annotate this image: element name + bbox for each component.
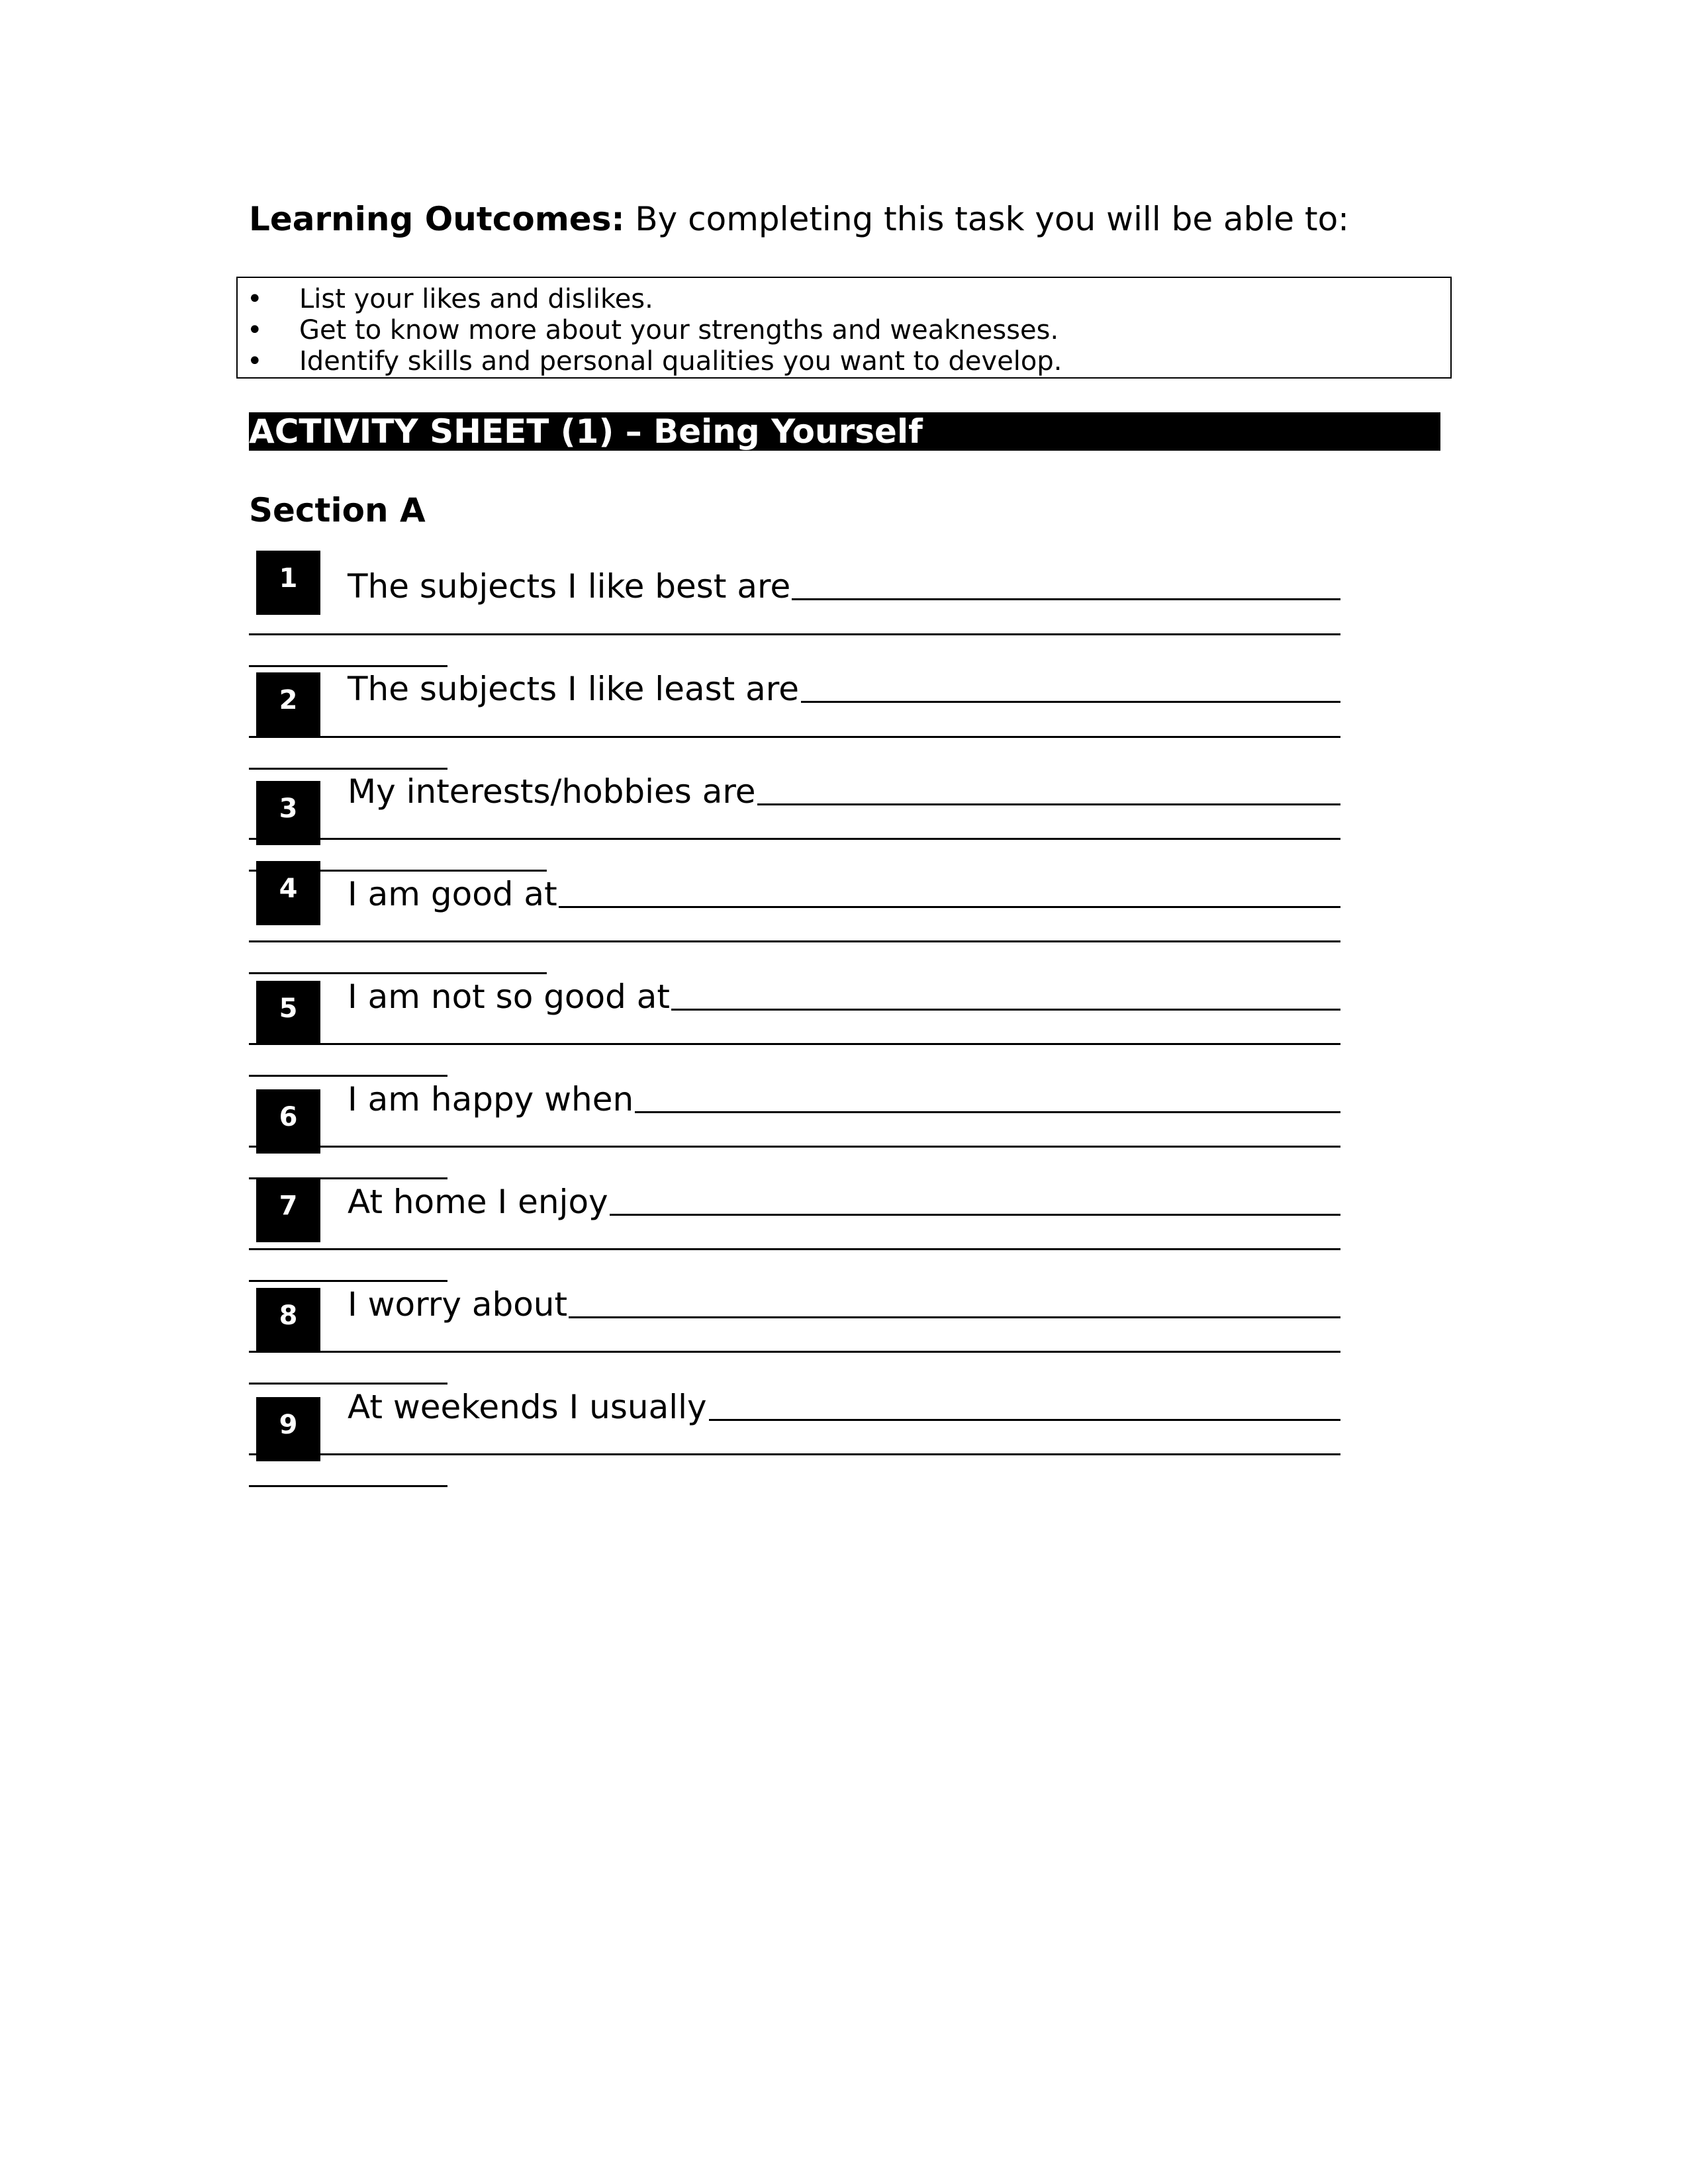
question-number-badge: 6 (256, 1089, 320, 1154)
answer-line[interactable] (249, 736, 1340, 738)
question-number-badge: 2 (256, 672, 320, 737)
learning-outcomes-box (236, 277, 1452, 379)
answer-line[interactable] (249, 1043, 1340, 1045)
question-prompt: I worry about (348, 1285, 568, 1324)
question-prompt: At home I enjoy (348, 1183, 608, 1221)
question-number-badge: 4 (256, 861, 320, 925)
bullet-icon: • (247, 315, 263, 345)
outcome-text: Get to know more about your strengths and weaknesses. (299, 315, 1059, 345)
answer-line[interactable] (249, 1351, 1340, 1353)
question-prompt: I am happy when (348, 1080, 634, 1118)
answer-line[interactable] (249, 1485, 447, 1487)
answer-line[interactable] (669, 1009, 1340, 1011)
learning-outcomes-label: Learning Outcomes: (249, 200, 625, 238)
answer-line[interactable] (757, 803, 1340, 805)
answer-line[interactable] (791, 598, 1340, 600)
answer-line[interactable] (609, 1214, 1340, 1216)
question-prompt: My interests/hobbies are (348, 772, 756, 811)
section-title: Section A (249, 491, 426, 529)
answer-line[interactable] (557, 906, 1340, 908)
answer-line[interactable] (249, 768, 447, 770)
answer-line[interactable] (249, 633, 1340, 635)
question-prompt: The subjects I like least are (348, 670, 800, 708)
answer-line[interactable] (569, 1316, 1340, 1318)
question-prompt: I am good at (348, 875, 557, 913)
answer-line[interactable] (249, 838, 1340, 840)
answer-line[interactable] (249, 1280, 447, 1282)
answer-line[interactable] (249, 1383, 447, 1385)
answer-line[interactable] (249, 1248, 1340, 1250)
question-number-badge: 5 (256, 981, 320, 1045)
activity-sheet-title: ACTIVITY SHEET (1) – Being Yourself (249, 412, 1440, 451)
question-prompt: At weekends I usually (348, 1388, 707, 1426)
answer-line[interactable] (801, 701, 1340, 703)
outcome-text: List your likes and dislikes. (299, 284, 653, 314)
answer-line[interactable] (249, 1453, 1340, 1455)
bullet-icon: • (247, 346, 263, 377)
answer-line[interactable] (249, 940, 1340, 942)
question-number-badge: 8 (256, 1288, 320, 1352)
answer-line[interactable] (249, 1075, 447, 1077)
question-number-badge: 9 (256, 1397, 320, 1461)
question-number-badge: 3 (256, 781, 320, 845)
answer-line[interactable] (249, 1146, 1340, 1148)
question-prompt: The subjects I like best are (348, 567, 791, 606)
bullet-icon: • (247, 284, 263, 314)
answer-line[interactable] (249, 972, 547, 974)
answer-line[interactable] (709, 1419, 1340, 1421)
question-number-badge: 1 (256, 551, 320, 615)
answer-line[interactable] (633, 1111, 1340, 1113)
outcome-text: Identify skills and personal qualities you want to develop. (299, 346, 1062, 377)
question-number-badge: 7 (256, 1178, 320, 1242)
learning-outcomes-heading (249, 196, 1349, 242)
answer-line[interactable] (249, 665, 447, 667)
learning-outcomes-intro: By completing this task you will be able to: (624, 200, 1349, 238)
question-prompt: I am not so good at (348, 978, 670, 1016)
